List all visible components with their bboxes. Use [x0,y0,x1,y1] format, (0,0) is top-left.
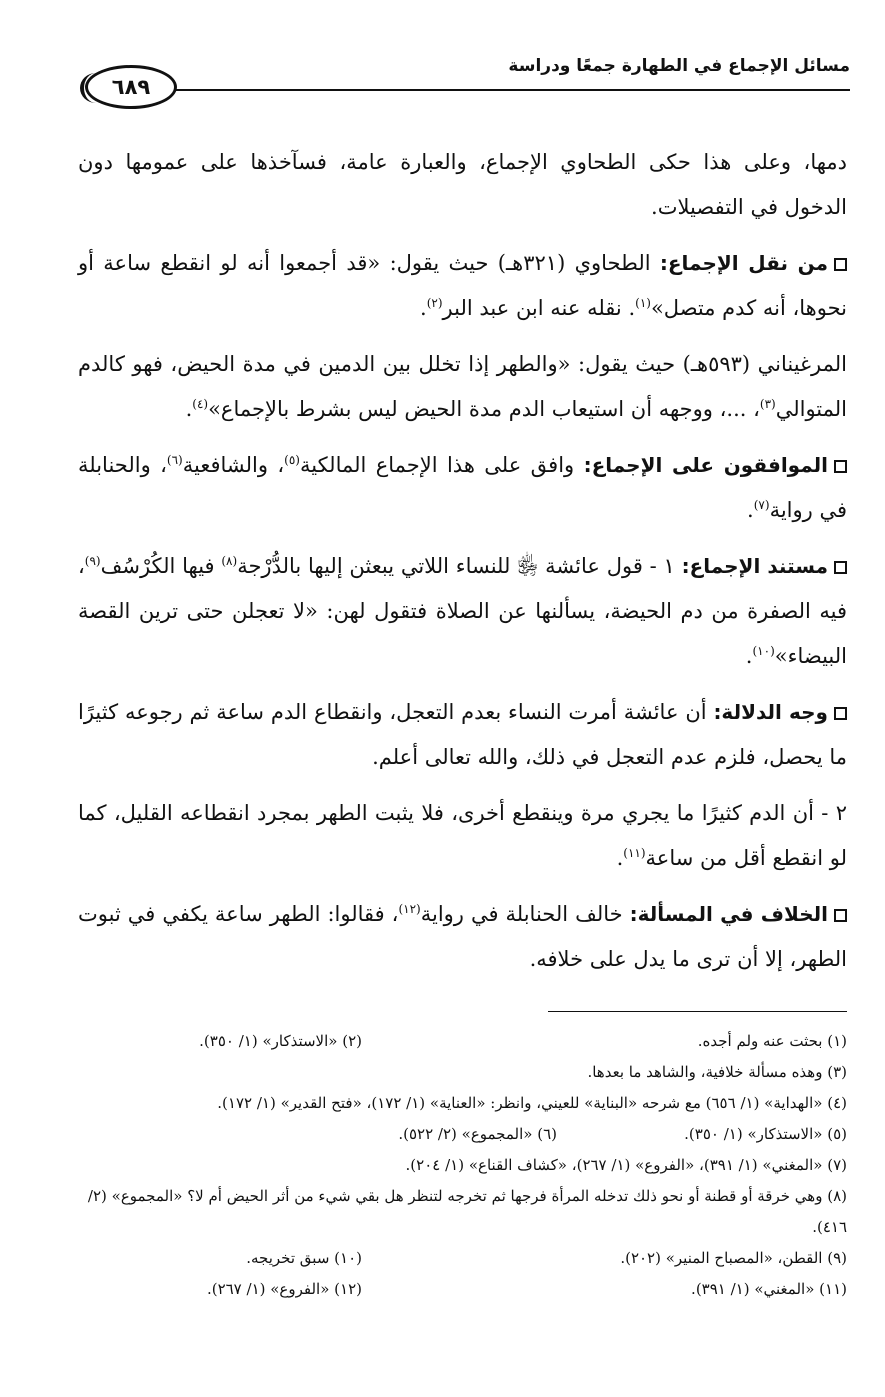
footnote-row [78,1274,847,1305]
footnote-ref[interactable]: (٧) [753,498,770,512]
footnote-3: (٣) وهذه مسألة خلافية، والشاهد ما بعدها. [587,1063,847,1081]
footnote-ref[interactable]: (١٠) [752,644,775,658]
footnote-ref[interactable]: (٢) [426,296,443,310]
paragraph-text: الطحاوي (٣٢١هـ) حيث يقول: «قد أجمعوا أنه لو انقطع ساعة أو نحوها، أنه كدم متصل» [78,251,847,320]
footnote-4: (٤) «الهداية» (١/ ٦٥٦) مع شرحه «البناية» للعيني، وانظر: «العناية» (١/ ١٧٢)، «فتح القدير» (١/ ١٧٢). [217,1094,847,1112]
paragraph-second-evidence [78,791,847,881]
footnote-ref[interactable]: (٩) [84,554,101,568]
paragraph-1: دمها، وعلى هذا حكى الطحاوي الإجماع، والعبارة عامة، فسآخذها على عمومها دون الدخول في التفصيلات. [78,150,847,219]
paragraph-disagreement [78,892,847,982]
footnote-row [78,1243,847,1274]
section-label: الموافقون على الإجماع: [583,453,828,477]
paragraph-agreeing-schools [78,443,847,533]
paragraph-text: المرغيناني (٥٩٣هـ) حيث يقول: «والطهر إذا تخلل بين الدمين في مدة الحيض، فهو كالدم المتوالي [78,352,847,421]
page-number-badge [85,65,177,109]
paragraph-marghinani [78,342,847,432]
paragraph-text: ، والحنابلة في رواية [78,453,847,522]
page-number: ٦٨٩ [111,75,151,99]
paragraph-text: . نقله عنه ابن عبد البر [442,296,636,320]
square-bullet-icon [834,258,847,271]
square-bullet-icon [834,707,847,720]
paragraph-text: . [747,498,754,522]
footnote-ref[interactable]: (١) [635,296,651,310]
square-bullet-icon [834,561,847,574]
footnote-ref[interactable]: (٤) [192,397,209,411]
footnote-ref[interactable]: (٨) [221,554,238,568]
section-label: من نقل الإجماع: [659,251,828,275]
paragraph-text: ١ - قول عائشة ﵂ للنساء اللاتي يبعثن إليها بالدُّرْجة [237,554,682,578]
footnote-row [78,1181,847,1243]
footnote-row [78,1026,847,1057]
section-label: الخلاف في المسألة: [629,902,828,926]
footnote-row [78,1150,847,1181]
footnote-5: (٥) «الاستذكار» (١/ ٣٥٠). [684,1125,847,1143]
footnote-ref[interactable]: (٣) [759,397,776,411]
footnote-10: (١٠) سبق تخريجه. [246,1249,362,1267]
header-rule [155,89,850,91]
paragraph-text: خالف الحنابلة في رواية [420,902,630,926]
footnote-11: (١١) «المغني» (١/ ٣٩١). [691,1280,847,1298]
paragraph-text: ، فقالوا: الطهر ساعة يكفي في ثبوت الطهر، إلا أن ترى ما يدل على خلافه. [78,902,847,971]
paragraph-text: ، فيه الصفرة من دم الحيضة، يسألنها عن الصلاة فتقول لهن: «لا تعجلن حتى ترين القصة البيضاء» [78,554,847,668]
footnote-12: (١٢) «الفروع» (١/ ٢٦٧). [206,1280,362,1298]
section-label: مستند الإجماع: [681,554,828,578]
footnote-9: (٩) القطن، «المصباح المنير» (٢٠٢). [620,1249,847,1267]
footnote-ref[interactable]: (٥) [284,453,300,467]
paragraph-text: ، والشافعية [182,453,285,477]
square-bullet-icon [834,460,847,473]
footnote-row [78,1057,847,1088]
running-title: مسائل الإجماع في الطهارة جمعًا ودراسة [508,56,850,76]
footnote-ref[interactable]: (١٢) [398,902,421,916]
paragraph-evidence-point [78,690,847,780]
paragraph-text: . [616,846,624,870]
paragraph-ijma-basis [78,544,847,679]
paragraph-ijma-transmitters [78,241,847,331]
body-text [78,140,847,993]
square-bullet-icon [834,909,847,922]
footnote-ref[interactable]: (١١) [623,846,646,860]
footnote-2: (٢) «الاستذكار» (١/ ٣٥٠). [199,1032,362,1050]
footnote-row [78,1119,847,1150]
footnotes [78,1026,847,1305]
footnote-6: (٦) «المجموع» (٢/ ٥٢٢). [398,1125,557,1143]
footnote-row [78,1088,847,1119]
footnote-ref[interactable]: (٦) [166,453,183,467]
section-label: وجه الدلالة: [713,700,828,724]
paragraph-text: . [745,644,753,668]
paragraph-text: ٢ - أن الدم كثيرًا ما يجري مرة وينقطع أخرى، فلا يثبت الطهر بمجرد انقطاعه القليل، كما لو انقطع أقل من ساعة [78,801,847,870]
paragraph-text: فيها الكُرْسُف [100,554,222,578]
footnote-separator [548,1011,847,1012]
paragraph-text: . [185,397,193,421]
footnote-7: (٧) «المغني» (١/ ٣٩١)، «الفروع» (١/ ٢٦٧)، «كشاف القناع» (١/ ٢٠٤). [405,1156,847,1174]
paragraph-text: ، ...، ووجهه أن استيعاب الدم مدة الحيض ليس بشرط بالإجماع» [208,397,760,421]
paragraph-text: وافق على هذا الإجماع المالكية [299,453,584,477]
footnote-8: (٨) وهي خرقة أو قطنة أو نحو ذلك تدخله المرأة فرجها ثم تخرجه لتنظر هل بقي شيء من أثر الحيض أم لا؟ «المجموع» (٢/ ٤١٦). [87,1187,847,1236]
paragraph-text: . [420,296,427,320]
paragraph-text: أن عائشة أمرت النساء بعدم التعجل، وانقطاع الدم ساعة ثم رجوعه كثيرًا ما يحصل، فلزم عدم التعجل في ذلك، والله تعالى أعلم. [78,700,847,769]
footnote-1: (١) بحثت عنه ولم أجده. [697,1032,847,1050]
